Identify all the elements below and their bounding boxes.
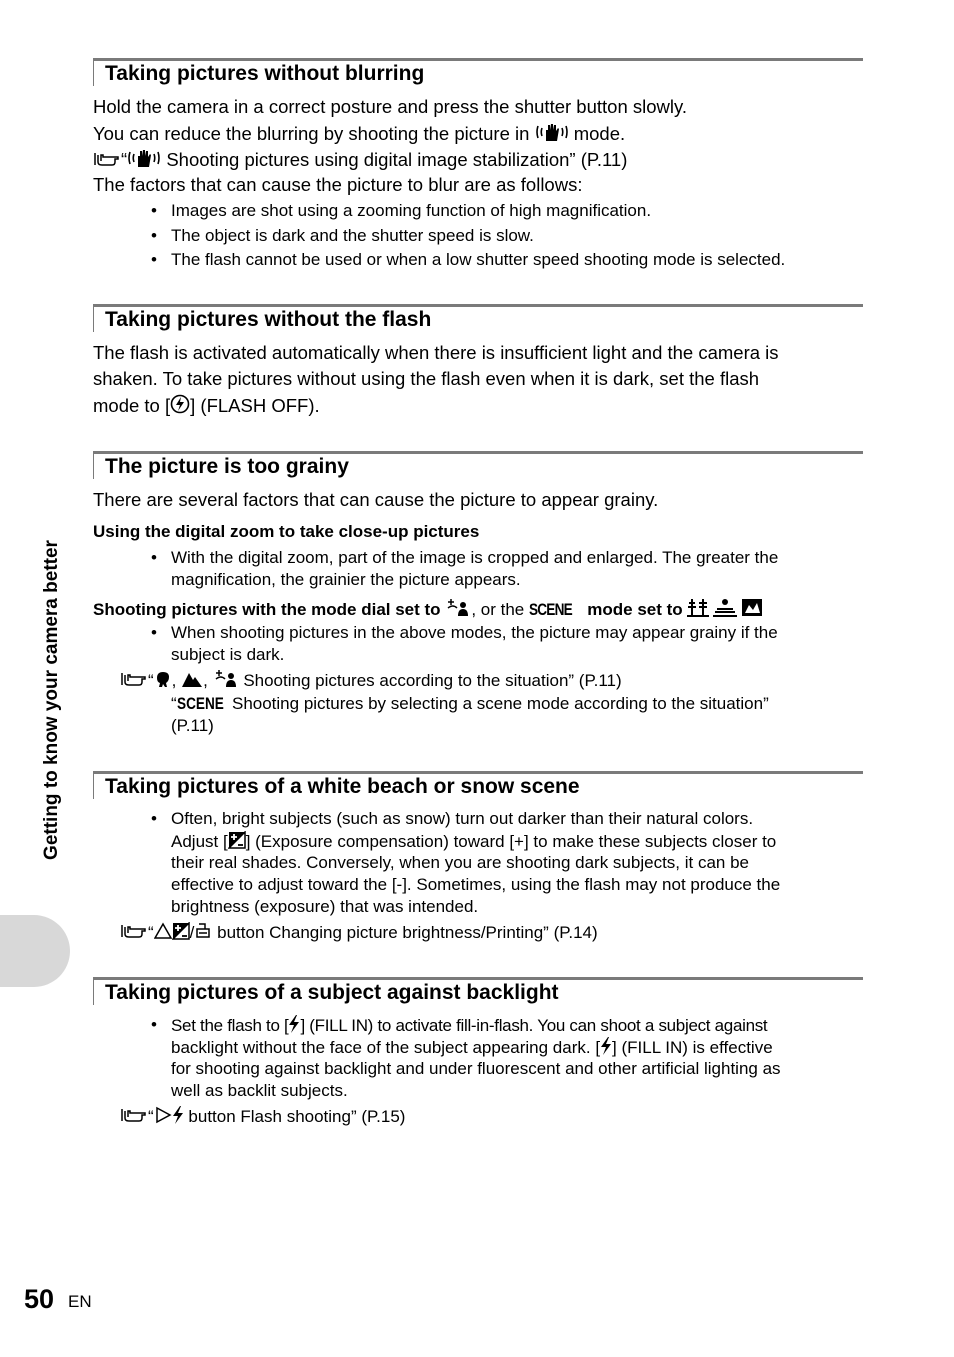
subheading [93,597,763,620]
text: Shooting pictures by selecting a scene mode according to the situation” [231,694,769,713]
list-item [171,1015,767,1036]
reference-pointer-icon [120,670,148,688]
paragraph-line: shaken. To take pictures without using the flash even when it is dark, set the flash [93,368,760,389]
text: ] (Exposure compensation) toward [+] to make these subjects closer to [245,832,777,851]
scene-label: SCENE [176,694,224,713]
paragraph-line [93,394,320,417]
text: backlight without the face of the subject appearing dark. [ [171,1038,601,1057]
list-item: subject is dark. [171,645,285,664]
bullet-dot: • [151,623,157,642]
night-portrait-icon [445,599,471,617]
text: mode. [573,123,626,144]
landscape-icon [181,670,203,688]
reference-pointer-icon [120,1106,148,1124]
paragraph-line: The factors that can cause the picture to blur are as follows: [93,174,583,195]
text: button Flash shooting” (P.15) [188,1107,406,1126]
reference-line: “ / button Changing picture brightness/Printing” (P.14) [120,922,598,943]
text: , or the [471,600,525,619]
list-item: effective to adjust toward the [-]. Sometimes, using the flash may not produce the [171,875,781,894]
section-title: Taking pictures of a white beach or snow scene [105,775,580,798]
section-header-flash [93,304,863,332]
bullet-dot: • [151,809,157,828]
subheading: Using the digital zoom to take close-up pictures [93,522,480,541]
text: Shooting pictures using digital image stabilization” (P.11) [166,149,628,170]
bullet-dot: • [151,1015,157,1034]
paragraph-line: There are several factors that can cause the picture to appear grainy. [93,489,659,510]
image-stabilization-icon [535,122,569,142]
image-stabilization-icon [127,148,161,168]
flash-icon [172,1106,184,1124]
reference-line: “ , , Shooting pictures according to the situation” (P.11) [120,670,622,691]
exposure-compensation-icon [228,831,246,849]
text: ] (FLASH OFF). [190,395,320,416]
section-header-blurring [93,58,863,86]
text: mode to [ [93,395,171,416]
paragraph-line [93,122,625,145]
list-item: The flash cannot be used or when a low shutter speed shooting mode is selected. [171,250,786,269]
text: Shooting pictures according to the situation” (P.11) [243,671,622,690]
section-title: The picture is too grainy [105,455,349,478]
list-item: Often, bright subjects (such as snow) turn out darker than their natural colors. [171,809,754,828]
text: You can reduce the blurring by shooting the picture in [93,123,530,144]
paragraph-line: Hold the camera in a correct posture and press the shutter button slowly. [93,96,688,117]
page-number: 50 [24,1284,55,1314]
text: ] (FILL IN) to activate fill-in-flash. You can shoot a subject against [300,1016,768,1035]
bullet-dot: • [151,226,157,245]
text: Shooting pictures with the mode dial set to [93,600,441,619]
text: Set the flash to [ [171,1016,289,1035]
list-item: brightness (exposure) that was intended. [171,897,479,916]
reference-line: (P.11) [171,716,214,735]
section-title: Taking pictures of a subject against backlight [105,981,559,1004]
flash-icon [288,1015,300,1033]
bullet-dot: • [151,201,157,220]
list-item: for shooting against backlight and under fluorescent and other artificial lighting as [171,1059,781,1078]
section-header-snow [93,771,863,799]
sidebar-chapter-label: Getting to know your camera better [41,540,62,860]
exposure-compensation-icon [172,922,190,940]
scene-label: SCENE [528,600,572,619]
section-header-backlight [93,977,863,1005]
list-item: When shooting pictures in the above modes, the picture may appear grainy if the [171,623,778,642]
list-item: Images are shot using a zooming function of high magnification. [171,201,652,220]
scene-modes-icons [687,597,763,617]
list-item: With the digital zoom, part of the image is cropped and enlarged. The greater the [171,548,779,567]
list-item [171,831,776,852]
text: button Changing picture brightness/Printing” (P.14) [217,923,598,942]
reference-line: “ button Flash shooting” (P.15) [120,1106,405,1127]
section-title: Taking pictures without blurring [105,62,425,85]
list-item: magnification, the grainier the picture appears. [171,570,521,589]
reference-pointer-icon [93,150,121,168]
portrait-icon [154,670,172,688]
night-portrait-icon [213,670,239,688]
flash-off-icon [170,394,190,414]
flash-icon [600,1037,612,1055]
text: Adjust [ [171,832,228,851]
section-title: Taking pictures without the flash [105,308,432,331]
reference-pointer-icon [120,922,148,940]
paragraph-line: The flash is activated automatically when there is insufficient light and the camera is [93,342,779,363]
list-item: their real shades. Conversely, when you are shooting dark subjects, it can be [171,853,749,872]
print-icon [194,922,212,940]
section-header-grainy [93,451,863,479]
chapter-tab [0,915,70,987]
list-item: well as backlit subjects. [171,1081,348,1100]
up-arrow-icon [154,922,172,940]
list-item: The object is dark and the shutter speed is slow. [171,226,534,245]
text: ] (FILL IN) is effective [612,1038,773,1057]
bullet-dot: • [151,548,157,567]
bullet-dot: • [151,250,157,269]
right-arrow-icon [154,1106,172,1124]
language-code: EN [68,1292,92,1311]
list-item [171,1037,773,1058]
reference-line: “ Shooting pictures using digital image stabilization” (P.11) [93,148,627,171]
reference-line: “SCENE Shooting pictures by selecting a scene mode according to the situation” [171,694,769,713]
text: mode set to [587,600,683,619]
